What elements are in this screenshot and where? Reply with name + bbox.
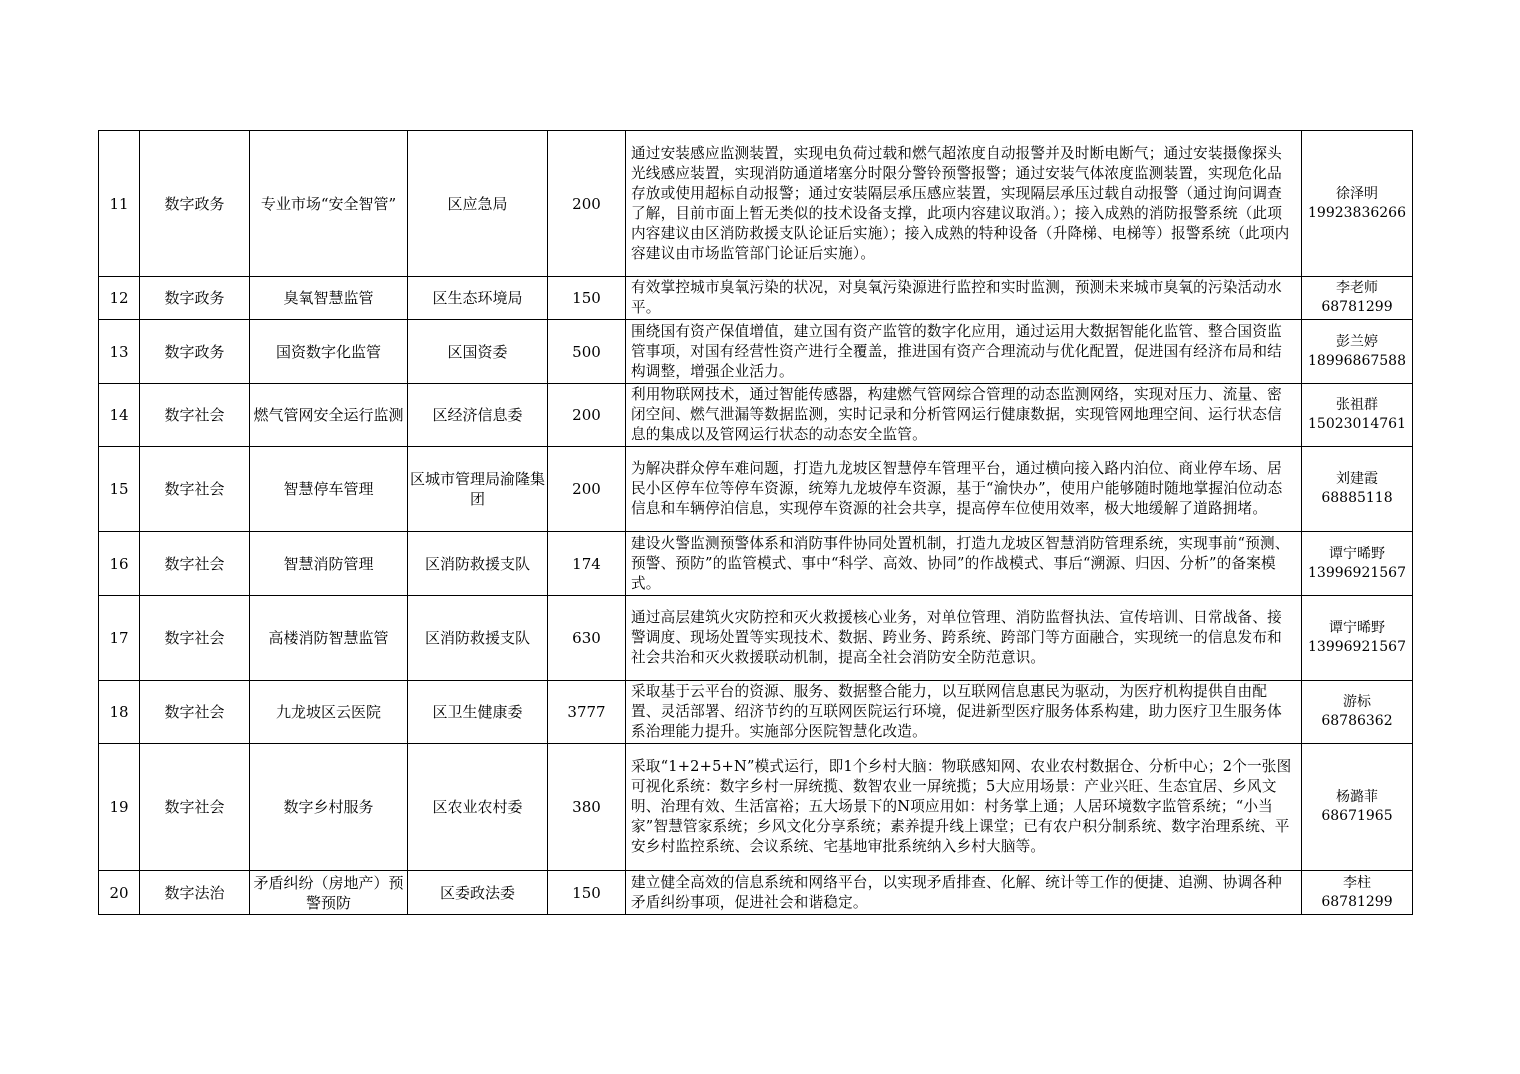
amount-cell: 500 bbox=[548, 320, 626, 384]
contact-phone: 68781299 bbox=[1321, 893, 1393, 910]
contact-cell bbox=[1302, 681, 1413, 744]
department-cell: 区消防救援支队 bbox=[408, 532, 548, 596]
contact-cell bbox=[1302, 744, 1413, 871]
contact-name: 李柱 bbox=[1343, 874, 1371, 891]
category-cell: 数字政务 bbox=[140, 277, 250, 320]
category-cell: 数字社会 bbox=[140, 681, 250, 744]
table-row bbox=[99, 681, 1413, 744]
department-cell: 区消防救援支队 bbox=[408, 596, 548, 681]
category-cell: 数字政务 bbox=[140, 131, 250, 277]
row-number: 19 bbox=[99, 744, 140, 871]
amount-cell: 380 bbox=[548, 744, 626, 871]
category-cell: 数字政务 bbox=[140, 320, 250, 384]
description-cell: 采取基于云平台的资源、服务、数据整合能力，以互联网信息惠民为驱动，为医疗机构提供自由配置、灵活部署、绍济节约的互联网医院运行环境，促进新型医疗服务体系构建，助力医疗卫生服务体系治理能力提升。实施部分医院智慧化改造。 bbox=[626, 681, 1302, 744]
description-cell: 通过安装感应监测装置，实现电负荷过载和燃气超浓度自动报警并及时断电断气；通过安装摄像探头光线感应装置，实现消防通道堵塞分时限分警铃预警报警；通过安装气体浓度监测装置，实现危化品存放或使用超标自动报警；通过安装隔层承压感应装置，实现隔层承压过载自动报警（通过询问调查了解，目前市面上暂无类似的技术设备支撑，此项内容建议取消。）；接入成熟的消防报警系统（此项内容建议由区消防救援支队论证后实施）；接入成熟的特种设备（升降梯、电梯等）报警系统（此项内容建议由市场监管部门论证后实施）。 bbox=[626, 131, 1302, 277]
table-row bbox=[99, 277, 1413, 320]
amount-cell: 150 bbox=[548, 871, 626, 915]
department-cell: 区国资委 bbox=[408, 320, 548, 384]
category-cell: 数字社会 bbox=[140, 384, 250, 447]
project-cell: 国资数字化监管 bbox=[250, 320, 408, 384]
project-cell: 智慧消防管理 bbox=[250, 532, 408, 596]
description-cell: 为解决群众停车难问题，打造九龙坡区智慧停车管理平台，通过横向接入路内泊位、商业停车场、居民小区停车位等停车资源，统筹九龙坡停车资源，基于“渝快办”，使用户能够随时随地掌握泊位动态信息和车辆停泊信息，实现停车资源的社会共享，提高停车位使用效率，极大地缓解了道路拥堵。 bbox=[626, 447, 1302, 532]
contact-phone: 68786362 bbox=[1321, 713, 1393, 729]
contact-cell bbox=[1302, 320, 1413, 384]
contact-phone: 68885118 bbox=[1321, 490, 1393, 506]
contact-cell bbox=[1302, 131, 1413, 277]
contact-cell bbox=[1302, 384, 1413, 447]
description-cell: 有效掌控城市臭氧污染的状况，对臭氧污染源进行监控和实时监测，预测未来城市臭氧的污染活动水平。 bbox=[626, 277, 1302, 320]
amount-cell: 200 bbox=[548, 447, 626, 532]
contact-name: 李老师 bbox=[1336, 280, 1378, 296]
row-number: 20 bbox=[99, 871, 140, 915]
table-row bbox=[99, 131, 1413, 277]
table-row bbox=[99, 532, 1413, 596]
contact-cell bbox=[1302, 532, 1413, 596]
contact-phone: 13996921567 bbox=[1308, 564, 1406, 581]
project-cell: 数字乡村服务 bbox=[250, 744, 408, 871]
project-cell: 燃气管网安全运行监测 bbox=[250, 384, 408, 447]
amount-cell: 200 bbox=[548, 384, 626, 447]
description-cell: 通过高层建筑火灾防控和灭火救援核心业务，对单位管理、消防监督执法、宣传培训、日常战备、接警调度、现场处置等实现技术、数据、跨业务、跨系统、跨部门等方面融合，实现统一的信息发布和社会共治和灭火救援联动机制，提高全社会消防安全防范意识。 bbox=[626, 596, 1302, 681]
project-cell: 智慧停车管理 bbox=[250, 447, 408, 532]
description-cell: 利用物联网技术，通过智能传感器，构建燃气管网综合管理的动态监测网络，实现对压力、流量、密闭空间、燃气泄漏等数据监测，实时记录和分析管网运行健康数据，实现管网地理空间、运行状态信息的集成以及管网运行状态的动态安全监管。 bbox=[626, 384, 1302, 447]
department-cell: 区生态环境局 bbox=[408, 277, 548, 320]
row-number: 12 bbox=[99, 277, 140, 320]
contact-cell bbox=[1302, 277, 1413, 320]
description-cell: 建立健全高效的信息系统和网络平台，以实现矛盾排查、化解、统计等工作的便捷、追溯、协调各种矛盾纠纷事项，促进社会和谐稳定。 bbox=[626, 871, 1302, 915]
category-cell: 数字社会 bbox=[140, 532, 250, 596]
contact-cell bbox=[1302, 447, 1413, 532]
contact-name: 张祖群 bbox=[1336, 397, 1378, 413]
description-cell: 采取“1+2+5+N”模式运行，即1个乡村大脑：物联感知网、农业农村数据仓、分析中心；2个一张图可视化系统：数字乡村一屏统揽、数智农业一屏统揽；5大应用场景：产业兴旺、生态宜居、乡风文明、治理有效、生活富裕；五大场景下的N项应用如：村务掌上通；人居环境数字监管系统；“小当家”智慧管家系统；乡风文化分享系统；素养提升线上课堂；已有农户积分制系统、数字治理系统、平安乡村监控系统、会议系统、宅基地审批系统纳入乡村大脑等。 bbox=[626, 744, 1302, 871]
amount-cell: 174 bbox=[548, 532, 626, 596]
contact-phone: 68781299 bbox=[1321, 299, 1393, 315]
table-row bbox=[99, 744, 1413, 871]
contact-phone: 15023014761 bbox=[1308, 416, 1406, 432]
amount-cell: 150 bbox=[548, 277, 626, 320]
category-cell: 数字社会 bbox=[140, 447, 250, 532]
row-number: 16 bbox=[99, 532, 140, 596]
department-cell: 区城市管理局渝隆集团 bbox=[408, 447, 548, 532]
amount-cell: 200 bbox=[548, 131, 626, 277]
project-table bbox=[98, 130, 1413, 915]
category-cell: 数字法治 bbox=[140, 871, 250, 915]
contact-name: 刘建霞 bbox=[1336, 471, 1378, 487]
description-cell: 围绕国有资产保值增值，建立国有资产监管的数字化应用，通过运用大数据智能化监管、整合国资监管事项，对国有经营性资产进行全覆盖，推进国有资产合理流动与优化配置，促进国有经济布局和结构调整，增强企业活力。 bbox=[626, 320, 1302, 384]
department-cell: 区卫生健康委 bbox=[408, 681, 548, 744]
department-cell: 区农业农村委 bbox=[408, 744, 548, 871]
department-cell: 区委政法委 bbox=[408, 871, 548, 915]
contact-name: 徐泽明 bbox=[1336, 185, 1378, 202]
contact-name: 彭兰婷 bbox=[1336, 333, 1378, 350]
table-row bbox=[99, 447, 1413, 532]
table-row bbox=[99, 871, 1413, 915]
amount-cell: 630 bbox=[548, 596, 626, 681]
row-number: 11 bbox=[99, 131, 140, 277]
row-number: 13 bbox=[99, 320, 140, 384]
project-cell: 臭氧智慧监管 bbox=[250, 277, 408, 320]
project-cell: 矛盾纠纷（房地产）预警预防 bbox=[250, 871, 408, 915]
contact-name: 杨潞菲 bbox=[1336, 789, 1378, 805]
row-number: 14 bbox=[99, 384, 140, 447]
contact-phone: 68671965 bbox=[1321, 808, 1393, 824]
row-number: 15 bbox=[99, 447, 140, 532]
row-number: 17 bbox=[99, 596, 140, 681]
amount-cell: 3777 bbox=[548, 681, 626, 744]
category-cell: 数字社会 bbox=[140, 596, 250, 681]
contact-phone: 19923836266 bbox=[1308, 204, 1406, 221]
department-cell: 区经济信息委 bbox=[408, 384, 548, 447]
table-row bbox=[99, 384, 1413, 447]
category-cell: 数字社会 bbox=[140, 744, 250, 871]
contact-name: 谭宁晞野 bbox=[1329, 620, 1385, 636]
contact-cell bbox=[1302, 871, 1413, 915]
table-row bbox=[99, 596, 1413, 681]
contact-phone: 13996921567 bbox=[1308, 639, 1406, 655]
project-cell: 高楼消防智慧监管 bbox=[250, 596, 408, 681]
contact-phone: 18996867588 bbox=[1308, 352, 1406, 369]
row-number: 18 bbox=[99, 681, 140, 744]
contact-cell bbox=[1302, 596, 1413, 681]
project-cell: 专业市场“安全智管” bbox=[250, 131, 408, 277]
contact-name: 谭宁晞野 bbox=[1329, 545, 1385, 562]
contact-name: 游标 bbox=[1343, 694, 1371, 710]
project-cell: 九龙坡区云医院 bbox=[250, 681, 408, 744]
department-cell: 区应急局 bbox=[408, 131, 548, 277]
table-row bbox=[99, 320, 1413, 384]
description-cell: 建设火警监测预警体系和消防事件协同处置机制，打造九龙坡区智慧消防管理系统，实现事前“预测、预警、预防”的监管模式、事中“科学、高效、协同”的作战模式、事后“溯源、归因、分析”的备案模式。 bbox=[626, 532, 1302, 596]
